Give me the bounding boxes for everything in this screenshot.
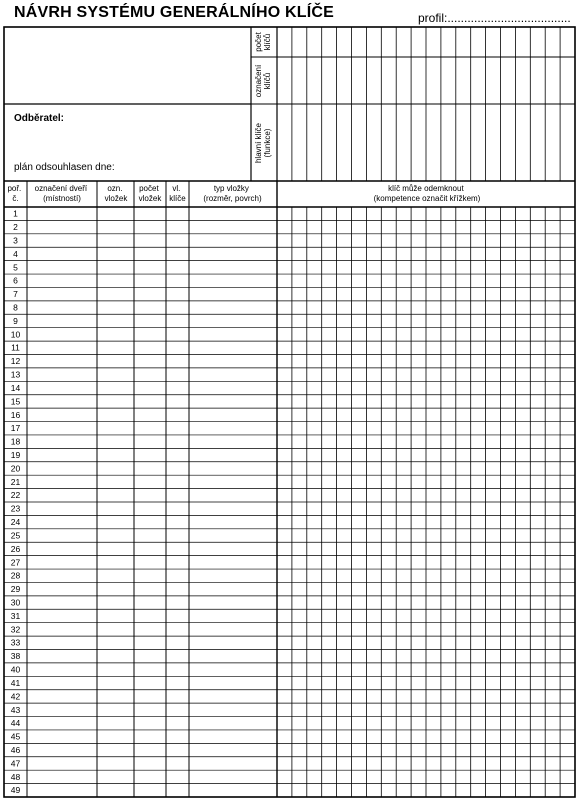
- row-number: 47: [10, 758, 21, 769]
- row-number: 26: [10, 543, 21, 554]
- row-number: 28: [10, 570, 21, 581]
- form-grid: [4, 27, 575, 797]
- table-header: [7, 184, 480, 203]
- row-number: 41: [10, 677, 21, 688]
- row-number: 43: [10, 704, 21, 715]
- top-block: [14, 31, 272, 173]
- row-number: 30: [10, 597, 21, 608]
- oznaceni-klicu-label: označeníklíčů: [254, 64, 272, 98]
- row-number: 11: [11, 342, 20, 353]
- row-number: 16: [10, 409, 21, 420]
- row-number: 7: [13, 289, 18, 300]
- row-number: 44: [10, 718, 21, 729]
- header-klic-muze-odemknout: klíč může odemknout (kompetence označit křížkem): [373, 184, 481, 203]
- header-vl-klice: vl. klíče: [169, 184, 186, 203]
- row-number: 40: [10, 664, 21, 675]
- row-number: 33: [10, 637, 21, 648]
- row-number: 32: [10, 624, 21, 635]
- row-number: 23: [10, 503, 21, 514]
- pocet-klicu-label: početklíčů: [254, 32, 272, 52]
- row-number: 31: [10, 610, 21, 621]
- row-number: 5: [13, 262, 18, 273]
- odberatel-label: Odběratel:: [14, 113, 65, 124]
- row-number: 21: [10, 476, 21, 487]
- row-number: 14: [10, 382, 21, 393]
- row-number: 6: [13, 275, 18, 286]
- row-number: 46: [10, 745, 21, 756]
- row-number: 4: [13, 248, 18, 259]
- row-number: 12: [10, 356, 21, 367]
- row-number: 24: [10, 517, 21, 528]
- row-number: 10: [10, 329, 21, 340]
- row-number: 19: [10, 450, 21, 461]
- row-number: 2: [13, 222, 18, 233]
- row-number: 38: [10, 651, 21, 662]
- row-number: 42: [10, 691, 21, 702]
- row-number: 25: [10, 530, 21, 541]
- row-number: 20: [10, 463, 21, 474]
- row-number: 48: [10, 771, 21, 782]
- form-title: NÁVRH SYSTÉMU GENERÁLNÍHO KLÍČE: [14, 4, 334, 21]
- row-number: 8: [13, 302, 18, 313]
- row-number: 18: [10, 436, 21, 447]
- row-number: 45: [10, 731, 21, 742]
- form-frame: [4, 27, 575, 797]
- row-number: 3: [13, 235, 18, 246]
- row-number: 49: [10, 785, 21, 796]
- plan-approved-label: plán odsouhlasen dne:: [14, 162, 115, 173]
- header-oznaceni-dveri: označení dveří (místností): [34, 184, 88, 203]
- row-number: 1: [13, 208, 18, 219]
- profil-field[interactable]: profil:.....................................: [418, 11, 571, 25]
- header-por: poř. č.: [7, 184, 22, 203]
- row-number: 22: [10, 490, 21, 501]
- row-number: 17: [10, 423, 21, 434]
- header-pocet-vlozek: počet vložek: [138, 184, 162, 203]
- hlavni-klice-label: hlavní klíče(funkce): [254, 122, 272, 164]
- header-ozn-vlozek: ozn. vložek: [104, 184, 128, 203]
- row-number: 27: [10, 557, 21, 568]
- row-number: 9: [13, 315, 18, 326]
- row-number: 29: [10, 584, 21, 595]
- row-number: 15: [10, 396, 21, 407]
- row-number: 13: [10, 369, 21, 380]
- header-typ-vlozky: typ vložky (rozměr, povrch): [203, 184, 262, 203]
